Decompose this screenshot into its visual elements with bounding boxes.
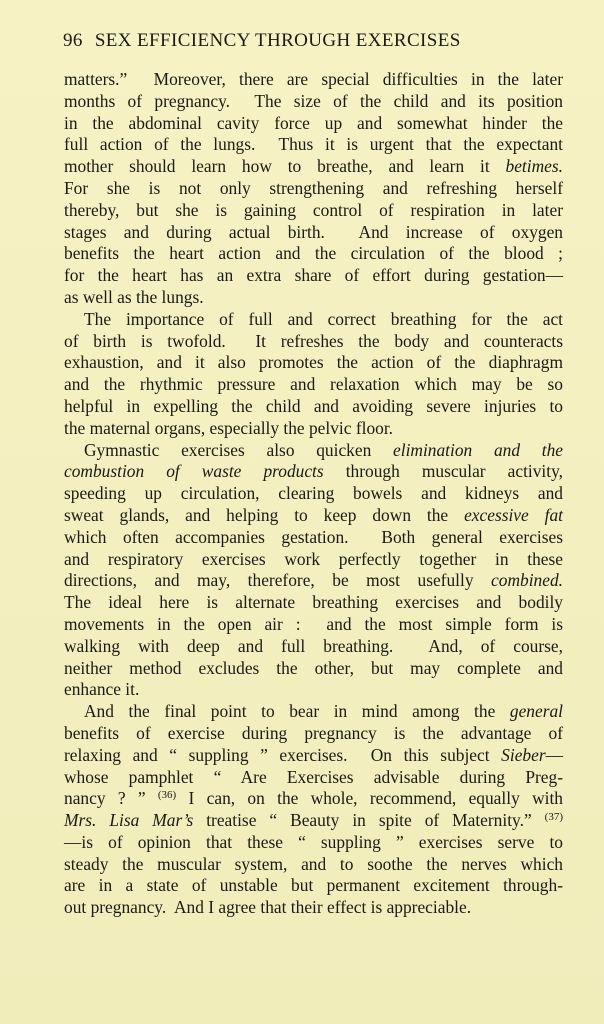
text-line [64, 309, 563, 331]
text-line [64, 396, 563, 418]
text-segment: of birth is twofold. It refreshes the body and counteracts [64, 330, 563, 351]
text-segment: for the heart has an extra share of effort during gestation— [64, 265, 563, 286]
text-segment: combustion of waste products [64, 461, 324, 482]
text-segment: The importance of full and correct breathing for the act [84, 308, 563, 329]
text-segment: are in a state of unstable but permanent excitement through- [64, 875, 563, 896]
text-line [64, 549, 563, 571]
text-segment: thereby, but she is gaining control of respiration in later [64, 199, 563, 220]
text-segment: speeding up circulation, clearing bowels and kidneys and [64, 483, 563, 504]
text-line [64, 723, 563, 745]
text-segment: For she is not only strengthening and refreshing herself [64, 177, 563, 198]
text-segment: walking with deep and full breathing. And, of course, [64, 635, 563, 656]
text-line [64, 788, 563, 810]
text-line [64, 875, 563, 897]
text-segment: through muscular activity, [323, 461, 564, 482]
text-segment: full action of the lungs. Thus it is urgent that the expectant [64, 134, 563, 155]
text-segment: betimes. [505, 156, 563, 177]
text-segment: — [545, 744, 563, 765]
text-segment: out pregnancy. And I agree that their effect is appreciable. [64, 897, 472, 918]
text-line [64, 222, 563, 244]
text-line [64, 658, 563, 680]
text-line [64, 440, 563, 462]
text-segment: neither method excludes the other, but may complete and [64, 657, 563, 678]
text-line [64, 527, 563, 549]
text-segment: Sieber [501, 744, 546, 765]
text-line [64, 418, 563, 440]
text-segment: mother should learn how to breathe, and learn it [64, 156, 506, 177]
text-segment: And the final point to bear in mind among the [84, 701, 510, 722]
footnote-marker: (36) [157, 789, 177, 802]
text-line [64, 679, 563, 701]
text-line [64, 134, 563, 156]
text-segment: Mrs. Lisa Mar’s [64, 810, 194, 831]
text-line [64, 832, 563, 854]
text-line [64, 178, 563, 200]
text-segment: benefits the heart action and the circulation of the blood ; [64, 243, 563, 264]
text-segment: benefits of exercise during pregnancy is the advantage of [64, 722, 563, 743]
text-segment: I can, on the whole, recommend, equally with [176, 788, 563, 809]
text-line [64, 200, 563, 222]
text-segment: excessive fat [464, 504, 563, 525]
text-line [64, 69, 563, 91]
text-segment: months of pregnancy. The size of the child and its position [64, 90, 563, 111]
body-text [64, 69, 563, 919]
text-segment: treatise “ Beauty in spite of Maternity.” [193, 810, 545, 831]
text-line [64, 243, 563, 265]
page-number: 96 [63, 30, 83, 51]
text-line [64, 570, 563, 592]
running-head [63, 30, 543, 56]
text-line [64, 156, 563, 178]
text-line [64, 614, 563, 636]
text-line [64, 810, 563, 832]
text-line [64, 461, 563, 483]
text-segment: stages and during actual birth. And increase of oxygen [64, 221, 563, 242]
text-line [64, 592, 563, 614]
text-line [64, 331, 563, 353]
text-line [64, 483, 563, 505]
text-line [64, 374, 563, 396]
text-line [64, 265, 563, 287]
text-line [64, 636, 563, 658]
text-line [64, 767, 563, 789]
text-line [64, 287, 563, 309]
text-segment: exhaustion, and it also promotes the action of the diaphragm [64, 352, 563, 373]
text-line [64, 91, 563, 113]
text-segment: whose pamphlet “ Are Exercises advisable during Preg- [64, 766, 563, 787]
text-line [64, 352, 563, 374]
text-line [64, 897, 563, 919]
text-segment: helpful in expelling the child and avoiding severe injuries to [64, 395, 563, 416]
text-line [64, 505, 563, 527]
text-segment: directions, and may, therefore, be most usefully [64, 570, 492, 591]
footnote-marker: (37) [544, 811, 563, 824]
running-title: SEX EFFICIENCY THROUGH EXERCISES [94, 30, 461, 51]
text-line [64, 113, 563, 135]
text-segment: as well as the lungs. [64, 286, 204, 307]
text-line [64, 701, 563, 723]
text-segment: enhance it. [64, 679, 140, 700]
text-segment: nancy ? ” [64, 788, 158, 809]
text-segment: Gymnastic exercises also quicken [84, 439, 394, 460]
text-segment: sweat glands, and helping to keep down the [64, 504, 465, 525]
text-segment: general [509, 701, 563, 722]
text-segment: combined. [491, 570, 563, 591]
text-segment: movements in the open air : and the most simple form is [64, 613, 563, 634]
text-segment: elimination and the [393, 439, 563, 460]
text-segment: steady the muscular system, and to soothe the nerves which [64, 853, 563, 874]
text-segment: The ideal here is alternate breathing exercises and bodily [64, 592, 563, 613]
text-segment: in the abdominal cavity force up and somewhat hinder the [64, 112, 563, 133]
text-line [64, 745, 563, 767]
text-segment: the maternal organs, especially the pelvic floor. [64, 417, 394, 438]
text-segment: —is of opinion that these “ suppling ” exercises serve to [64, 831, 563, 852]
text-segment: and respiratory exercises work perfectly together in these [64, 548, 563, 569]
text-line [64, 854, 563, 876]
text-segment: and the rhythmic pressure and relaxation which may be so [64, 374, 563, 395]
text-segment: relaxing and “ suppling ” exercises. On this subject [64, 744, 502, 765]
text-segment: which often accompanies gestation. Both general exercises [64, 526, 563, 547]
text-segment: matters.” Moreover, there are special difficulties in the later [64, 69, 563, 89]
